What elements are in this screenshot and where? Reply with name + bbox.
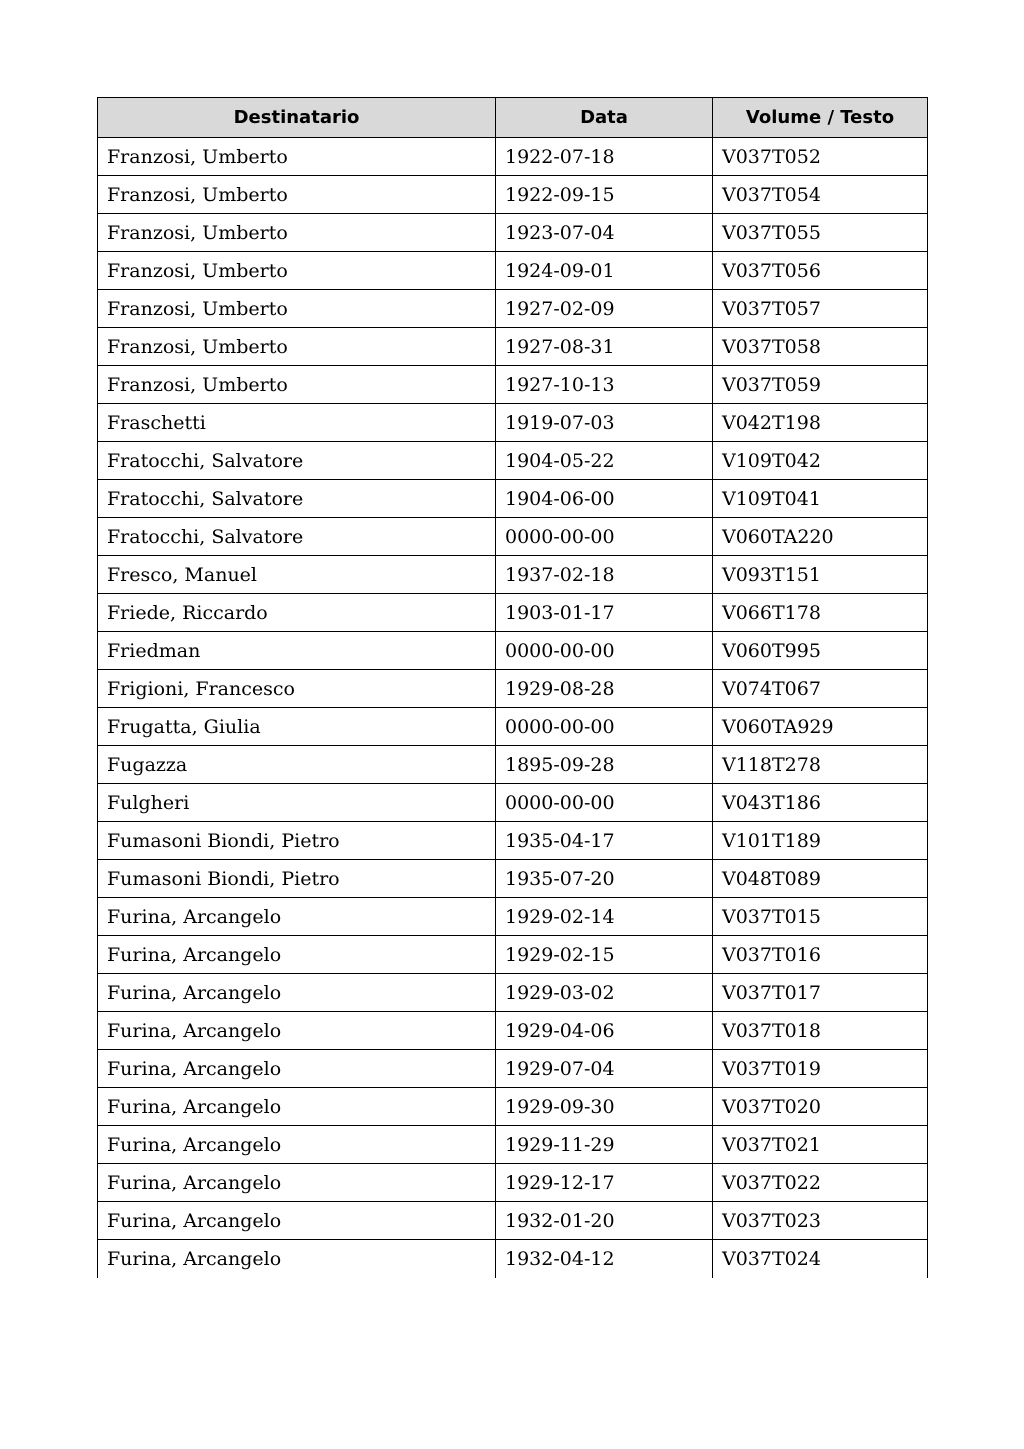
data-cell: 1929-12-17 — [496, 1164, 713, 1202]
table-row — [98, 860, 928, 898]
volume-testo-cell: V048T089 — [713, 860, 928, 898]
volume-testo-cell: V037T019 — [713, 1050, 928, 1088]
table-row — [98, 290, 928, 328]
table-row — [98, 746, 928, 784]
data-cell: 1929-02-14 — [496, 898, 713, 936]
table-row — [98, 898, 928, 936]
table-row — [98, 1050, 928, 1088]
table-row — [98, 1240, 928, 1278]
table-row — [98, 176, 928, 214]
data-cell: 1929-11-29 — [496, 1126, 713, 1164]
data-cell: 1927-10-13 — [496, 366, 713, 404]
destinatario-cell: Franzosi, Umberto — [98, 214, 496, 252]
destinatario-cell: Frigioni, Francesco — [98, 670, 496, 708]
destinatario-cell: Furina, Arcangelo — [98, 974, 496, 1012]
volume-testo-cell: V109T041 — [713, 480, 928, 518]
volume-testo-cell: V037T059 — [713, 366, 928, 404]
data-cell: 1929-07-04 — [496, 1050, 713, 1088]
destinatario-cell: Fraschetti — [98, 404, 496, 442]
table-row — [98, 328, 928, 366]
volume-testo-cell: V118T278 — [713, 746, 928, 784]
data-cell: 1922-09-15 — [496, 176, 713, 214]
table-row — [98, 138, 928, 176]
volume-testo-cell: V093T151 — [713, 556, 928, 594]
destinatario-cell: Fratocchi, Salvatore — [98, 518, 496, 556]
data-cell: 1929-08-28 — [496, 670, 713, 708]
volume-testo-cell: V037T023 — [713, 1202, 928, 1240]
destinatario-cell: Furina, Arcangelo — [98, 1088, 496, 1126]
destinatario-cell: Friedman — [98, 632, 496, 670]
data-cell: 1929-04-06 — [496, 1012, 713, 1050]
volume-testo-cell: V060T995 — [713, 632, 928, 670]
table-row — [98, 784, 928, 822]
volume-testo-cell: V037T021 — [713, 1126, 928, 1164]
table-row — [98, 442, 928, 480]
volume-testo-cell: V037T022 — [713, 1164, 928, 1202]
volume-testo-cell: V109T042 — [713, 442, 928, 480]
destinatario-cell: Fratocchi, Salvatore — [98, 480, 496, 518]
data-cell: 1923-07-04 — [496, 214, 713, 252]
volume-testo-cell: V042T198 — [713, 404, 928, 442]
data-cell: 0000-00-00 — [496, 518, 713, 556]
table-row — [98, 632, 928, 670]
destinatario-cell: Fumasoni Biondi, Pietro — [98, 860, 496, 898]
data-cell: 1904-05-22 — [496, 442, 713, 480]
column-header-data: Data — [496, 98, 713, 138]
column-header-destinatario: Destinatario — [98, 98, 496, 138]
table-row — [98, 1126, 928, 1164]
destinatario-cell: Furina, Arcangelo — [98, 1050, 496, 1088]
table-row — [98, 594, 928, 632]
volume-testo-cell: V037T056 — [713, 252, 928, 290]
destinatario-cell: Fugazza — [98, 746, 496, 784]
volume-testo-cell: V060TA220 — [713, 518, 928, 556]
destinatario-cell: Franzosi, Umberto — [98, 328, 496, 366]
data-cell: 1919-07-03 — [496, 404, 713, 442]
destinatario-cell: Fumasoni Biondi, Pietro — [98, 822, 496, 860]
data-cell: 1903-01-17 — [496, 594, 713, 632]
table-row — [98, 556, 928, 594]
destinatario-cell: Furina, Arcangelo — [98, 898, 496, 936]
table-row — [98, 708, 928, 746]
data-cell: 1932-01-20 — [496, 1202, 713, 1240]
volume-testo-cell: V060TA929 — [713, 708, 928, 746]
table-row — [98, 936, 928, 974]
data-cell: 1935-04-17 — [496, 822, 713, 860]
destinatario-cell: Furina, Arcangelo — [98, 936, 496, 974]
volume-testo-cell: V037T020 — [713, 1088, 928, 1126]
data-cell: 1895-09-28 — [496, 746, 713, 784]
data-cell: 1929-02-15 — [496, 936, 713, 974]
destinatario-cell: Frugatta, Giulia — [98, 708, 496, 746]
volume-testo-cell: V101T189 — [713, 822, 928, 860]
table-header — [98, 98, 928, 138]
destinatario-cell: Franzosi, Umberto — [98, 176, 496, 214]
data-cell: 1924-09-01 — [496, 252, 713, 290]
table-body — [98, 138, 928, 1278]
destinatario-cell: Franzosi, Umberto — [98, 366, 496, 404]
destinatario-cell: Fratocchi, Salvatore — [98, 442, 496, 480]
data-cell: 1937-02-18 — [496, 556, 713, 594]
header-row — [98, 98, 928, 138]
destinatario-cell: Furina, Arcangelo — [98, 1240, 496, 1278]
destinatario-cell: Friede, Riccardo — [98, 594, 496, 632]
data-cell: 1927-08-31 — [496, 328, 713, 366]
destinatario-cell: Fulgheri — [98, 784, 496, 822]
table-row — [98, 518, 928, 556]
data-cell: 1922-07-18 — [496, 138, 713, 176]
data-cell: 0000-00-00 — [496, 784, 713, 822]
records-table — [97, 97, 928, 1278]
table-row — [98, 252, 928, 290]
table-row — [98, 1164, 928, 1202]
table-row — [98, 1088, 928, 1126]
destinatario-cell: Franzosi, Umberto — [98, 138, 496, 176]
destinatario-cell: Furina, Arcangelo — [98, 1126, 496, 1164]
destinatario-cell: Franzosi, Umberto — [98, 290, 496, 328]
destinatario-cell: Furina, Arcangelo — [98, 1164, 496, 1202]
volume-testo-cell: V037T057 — [713, 290, 928, 328]
table-row — [98, 1202, 928, 1240]
volume-testo-cell: V037T058 — [713, 328, 928, 366]
table-row — [98, 670, 928, 708]
data-cell: 1929-03-02 — [496, 974, 713, 1012]
data-cell: 1929-09-30 — [496, 1088, 713, 1126]
data-cell: 1904-06-00 — [496, 480, 713, 518]
data-cell: 1932-04-12 — [496, 1240, 713, 1278]
volume-testo-cell: V037T017 — [713, 974, 928, 1012]
volume-testo-cell: V037T024 — [713, 1240, 928, 1278]
volume-testo-cell: V037T054 — [713, 176, 928, 214]
table-row — [98, 214, 928, 252]
table-row — [98, 480, 928, 518]
volume-testo-cell: V043T186 — [713, 784, 928, 822]
table-row — [98, 822, 928, 860]
destinatario-cell: Furina, Arcangelo — [98, 1202, 496, 1240]
table-row — [98, 366, 928, 404]
volume-testo-cell: V037T016 — [713, 936, 928, 974]
table-row — [98, 974, 928, 1012]
volume-testo-cell: V074T067 — [713, 670, 928, 708]
volume-testo-cell: V037T052 — [713, 138, 928, 176]
data-cell: 1935-07-20 — [496, 860, 713, 898]
data-cell: 1927-02-09 — [496, 290, 713, 328]
volume-testo-cell: V037T055 — [713, 214, 928, 252]
volume-testo-cell: V037T018 — [713, 1012, 928, 1050]
data-cell: 0000-00-00 — [496, 708, 713, 746]
column-header-volume-testo: Volume / Testo — [713, 98, 928, 138]
volume-testo-cell: V037T015 — [713, 898, 928, 936]
destinatario-cell: Franzosi, Umberto — [98, 252, 496, 290]
destinatario-cell: Furina, Arcangelo — [98, 1012, 496, 1050]
destinatario-cell: Fresco, Manuel — [98, 556, 496, 594]
table-row — [98, 404, 928, 442]
data-cell: 0000-00-00 — [496, 632, 713, 670]
table-row — [98, 1012, 928, 1050]
volume-testo-cell: V066T178 — [713, 594, 928, 632]
